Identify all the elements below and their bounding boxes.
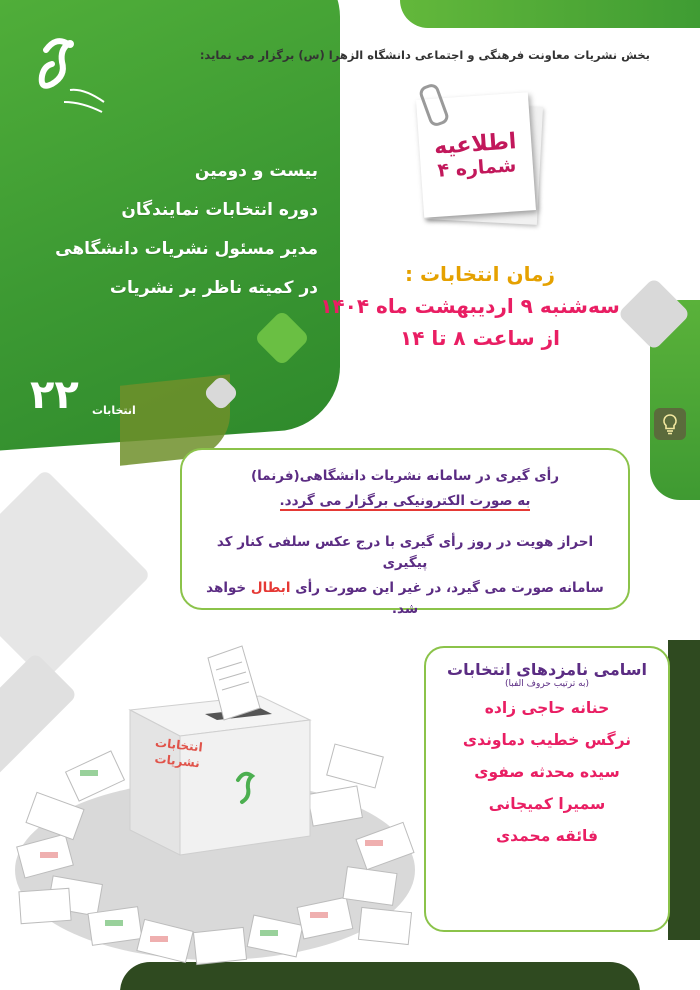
candidates-subtitle: (به ترتیب حروف الفبا) (505, 679, 589, 689)
candidate-name: حنانه حاجی زاده (484, 699, 610, 717)
top-green-strip (400, 0, 700, 28)
candidates-title: اسامی نامزدهای انتخابات (447, 660, 647, 679)
info-line: به صورت الکترونیکی برگزار می گردد. (279, 492, 531, 509)
candidates-box (424, 646, 670, 932)
ballot-box-illustration (10, 640, 420, 970)
election-date: سه‌شنبه ۹ اردیبهشت ماه ۱۴۰۴ (320, 294, 620, 318)
election-hours: از ساعت ۸ تا ۱۴ (400, 326, 560, 350)
title-line: مدیر مسئول نشریات دانشگاهی (55, 238, 318, 259)
candidate-name: فائقه محمدی (495, 827, 599, 845)
notice-title: اطلاعیه (433, 128, 518, 160)
ballot-box-label: انتخابات نشریات (154, 735, 204, 770)
info-line: احراز هویت در روز رأی گیری با درج عکس سلفی کنار کد پیگیری (216, 533, 594, 571)
candidate-name: سیده محدثه صفوی (474, 763, 620, 781)
voting-info-box (180, 448, 630, 617)
edition-badge-word: انتخابات (92, 404, 136, 417)
candidate-name: سمیرا کمیجانی (488, 795, 606, 813)
void-warning-word: ابطال (250, 579, 291, 596)
candidate-name: نرگس خطیب دماوندی (462, 731, 632, 749)
info-line: سامانه صورت می گیرد، در غیر این صورت رأی ابطال خواهد شد. (206, 579, 604, 617)
election-time-label: زمان انتخابات : (405, 262, 555, 286)
edition-number-badge: ۲۲ (30, 372, 79, 418)
right-dark-strip (668, 640, 700, 940)
election-title (18, 160, 318, 316)
university-logo (24, 30, 114, 120)
title-line: در کمیته ناظر بر نشریات (109, 277, 318, 298)
notice-number: شماره ۴ (436, 153, 518, 182)
title-line: دوره انتخابات نمایندگان (121, 199, 318, 220)
title-line: بیست و دومین (194, 161, 318, 181)
organizer-line: بخش نشریات معاونت فرهنگی و اجتماعی دانشگاه الزهرا (س) برگزار می نماید: (199, 48, 650, 62)
lightbulb-icon (654, 408, 686, 440)
info-line: رأی گیری در سامانه نشریات دانشگاهی(فرنما) (250, 468, 560, 484)
